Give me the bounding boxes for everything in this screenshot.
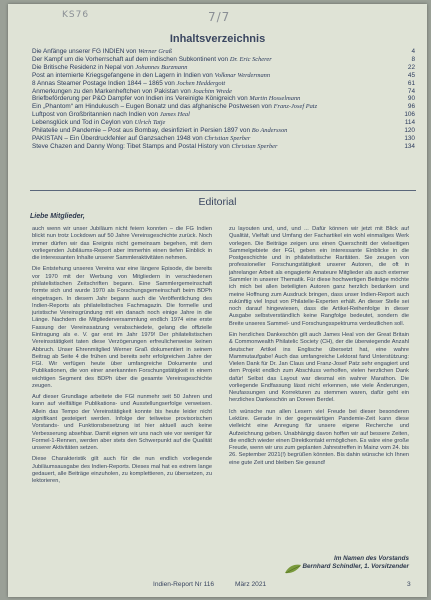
editorial-paragraph: Diese Charakteristik gilt auch für die nun endlich vorliegende Jubiläumsausgabe des Indien-Reports. Dieses mal hat es extrem lange gedauert, alle Beiträge einzuholen, zu komplettieren, zu übersetzen, zu lektorieren, xyxy=(32,456,212,485)
toc-entry-page: 134 xyxy=(404,142,415,150)
toc-entry-page: 96 xyxy=(407,103,415,111)
editorial-paragraph: Die Entstehung unseres Vereins war eine längere Episode, die bereits vor 1970 mit der Werbung von Mitgliedern in verschiedenen philatelistischen Zeitschriften begann. Eine Sammlergemeinschaft formte sich und wurde 1970 als Forschungsgemeinschaft beim BDPh eingetragen. In diesem Jahr begann auch die Veröffentlichung des Indien-Reports als philatelistisches Fachmagazin. Die formelle und juristische Vereinsgründung mit ein danach noch einige Jahre in die Länge. Nachdem die Mitgliederversammlung endlich 1974 eine erste Fassung der Vereinssatzung verabschiedete, gelang die offizielle Eintragung als e. V. gar erst im Jahr 1979! Der philatelistischen Vereinsstätigkeit taten diese Verzögerungen erfreulicherweise keinen Abbruch. Unser Ehrenmitglied Werner Graß dokumentiert in seinem Beitrag ab Seite 4 die frühen und bereits sehr erfolgreichen Jahre der FGI. Wir verfügen heute über umfangreiche Dokumente und Publikationen, die von einer anerkannten Forschungstätigkeit in einem wichtigen Segment des BDPh über die gesamte Vereinsgeschichte zeugen. xyxy=(32,266,212,389)
toc-entry xyxy=(32,48,415,56)
toc-entry xyxy=(32,127,415,135)
toc-entry-page: 45 xyxy=(407,71,415,79)
toc-entry-text: Lebensglück und Tod in Ceylon von xyxy=(32,119,135,127)
footer-date: März 2021 xyxy=(235,581,267,588)
toc-entry-author: Christian Sperber xyxy=(204,134,251,142)
toc-entry-page: 120 xyxy=(404,127,415,135)
toc-entry-text: Post an internierte Kriegsgefangene in den Lagern in Indien von xyxy=(32,71,215,79)
toc-entry xyxy=(32,143,415,151)
toc-entry-title xyxy=(32,119,165,127)
toc-entry-text: Briefbeförderung per P&O Dampfer von Indien ins Vereinigte Königreich von xyxy=(32,95,250,103)
toc-entry-text: Luftpost von Großbritannien nach Indien von xyxy=(32,111,160,119)
toc-entry-author: Franz-Josef Patz xyxy=(273,103,318,111)
toc-entry xyxy=(32,72,415,80)
editorial-paragraph: Auf dieser Grundlage arbeitete die FGI nunmehr seit 50 Jahren und kann auf vielfältige Publikations- und Ausstellungserfolge verweisen. Allein das Tempo der Vereinstätigkeit konnte bis heute leider nicht signifikant gesteigert werden. Infolge der teilweise provisorischen Vorstands- und Funktionsbesetzung ist hier aktuell auch keine Verbesserung absehbar. Damit eignen wir uns nach wie vor weniger für Formel-1-Rennen, werden aber stets den Schwerpunkt auf die Qualität unserer Aktivitäten setzen. xyxy=(32,394,212,452)
pencil-mark-left: KS76 xyxy=(62,10,90,20)
toc-entry-text: 8 Annas Steamer Postage Indien 1844 – 1865 von xyxy=(32,79,177,87)
toc-entry-title xyxy=(32,127,287,135)
toc-entry-title xyxy=(32,111,190,119)
toc-entry xyxy=(32,111,415,119)
toc-entry-text: Philatelie und Pandemie – Post aus Bombay, desinfiziert in Persien 1897 von xyxy=(32,127,252,135)
editorial-paragraph: Ich wünsche nun allen Lesern viel Freude bei dieser besonderen Lektüre. Gerade in der gegenwärtigen Pandemie-Zeit kann diese vielleicht eine Anregung für unsere eigene Recherche und Aufzeichnung geben. Unabhängig davon hoffen wir auf bessere Zeiten, die endlich wieder einen Direktkontakt ermöglichen. Es wäre eine große Freude, wenn wir uns zum geplanten Jahrestreffen in Mainz vom 24. bis 26. September 2021(!) begrüßen könnten. Bis dahin wünsche ich Ihnen eine gute Zeit und bleiben Sie gesund! xyxy=(229,408,409,466)
editorial-title: Editorial xyxy=(198,196,237,208)
pencil-mark-center: 7/7 xyxy=(208,10,231,24)
toc-entry-text: PAKISTAN – Ein Überdruckfehler auf Ganzsachen 1948 von xyxy=(32,134,205,142)
toc-entry-author: Christian Sperber xyxy=(231,142,278,150)
toc-entry xyxy=(32,103,415,111)
toc-entry-title xyxy=(32,48,172,56)
leaf-ornament-icon xyxy=(284,563,302,575)
toc-entry-title xyxy=(32,56,272,64)
document-page xyxy=(8,4,427,597)
signature-line-1: Im Namen des Vorstands xyxy=(333,555,409,562)
editorial-column-left xyxy=(32,226,212,578)
editorial-signature xyxy=(229,555,409,571)
table-of-contents xyxy=(32,48,415,151)
editorial-paragraph: auch wenn wir unser Jubiläum nicht feiern konnten – die FG Indien blickt nun trotz Lockdown auf 50 Jahre Vereinsgeschichte zurück. Noch immer dürfen wir das Ereignis nicht gemeinsam begehen, mit dem vorliegenden Jubiläums-Report aber immerhin einen tiefen Einblick in die interessanten Inhalte unserer Sammleraktivitäten nehmen. xyxy=(32,226,212,262)
toc-entry xyxy=(32,119,415,127)
toc-entry-author: Volkmar Werdermann xyxy=(214,71,271,79)
toc-entry-page: 8 xyxy=(411,55,415,63)
toc-entry-author: Werner Graß xyxy=(138,48,172,55)
toc-entry xyxy=(32,56,415,64)
toc-entry-text: Der Kampf um die Vorherrschaft auf dem indischen Subkontinent von xyxy=(32,55,230,63)
toc-entry-title xyxy=(32,95,300,103)
toc-entry-page: 130 xyxy=(404,134,415,142)
toc-entry-title xyxy=(32,135,250,143)
toc-entry xyxy=(32,88,415,96)
toc-entry-page: 90 xyxy=(407,95,415,103)
toc-entry-author: Bo Andersson xyxy=(251,127,288,135)
editorial-paragraph: Ein herzliches Dankeschön gilt auch James Heal von der Great Britain & Commonwealth Philatelic Society (CH), der die überwiegende Anzahl deutscher Artikel ins Englische übersetzt hat, eine wahre Mammutaufgabe! Auch das umfangreiche Lektorat fand Unterstützung: Vielen Dank für Dr. Jan Claus und Franz-Josef Patz sehr engagiert und dem Projekt endlich zum Abschluss verholfen, vielen herzlichen Dank dafür! Selbst das Layout war diesmal ein wahrer Marathon. Die vorliegende Endfassung lässt nicht erkennen, wie viele Änderungen, Neufassungen und Korrekturen zu stemmen waren, dafür geht ein herzliches Dankeschön an Doreen Berdel. xyxy=(229,331,409,404)
toc-entry-page: 22 xyxy=(407,63,415,71)
toc-entry-page: 106 xyxy=(404,111,415,119)
toc-entry-page: 4 xyxy=(411,48,415,55)
toc-entry-text: Die Britische Residenz in Nepal von xyxy=(32,63,136,71)
toc-entry-title xyxy=(32,88,232,96)
toc-entry xyxy=(32,80,415,88)
toc-entry-text: Ein „Phantom“ am Hindukusch – Eugen Bonatz und das afghanische Postwesen von xyxy=(32,103,274,111)
toc-entry-title xyxy=(32,143,278,151)
toc-entry-author: Jochen Heddergott xyxy=(176,79,226,87)
toc-entry-title xyxy=(32,72,270,80)
toc-entry-title xyxy=(32,64,187,72)
toc-entry xyxy=(32,64,415,72)
toc-entry-title xyxy=(32,103,317,111)
toc-entry-author: Martin Hosselmann xyxy=(249,95,301,103)
toc-entry-page: 74 xyxy=(407,87,415,95)
toc-entry-text: Steve Chazen and Danny Wong: Tibet Stamps and Postal History von xyxy=(32,142,232,150)
toc-entry-author: Ulrich Tatje xyxy=(134,119,166,127)
toc-title: Inhaltsverzeichnis xyxy=(169,33,266,45)
footer-publication: Indien-Report Nr 116 xyxy=(153,581,215,588)
toc-entry-text: Anmerkungen zu den Markenheftchen von Pakistan von xyxy=(32,87,193,95)
editorial-column-right xyxy=(229,226,409,516)
editorial-salutation: Liebe Mitglieder, xyxy=(30,213,85,220)
toc-entry-page: 61 xyxy=(407,79,415,87)
toc-entry-text: Die Anfänge unserer FG INDIEN von xyxy=(32,48,139,55)
toc-entry-author: Dr. Eric Scherer xyxy=(229,55,272,63)
footer-page-number: 3 xyxy=(407,581,411,588)
toc-entry-title xyxy=(32,80,225,88)
editorial-paragraph: zu layouten und, und, und ... Dafür können wir jetzt mit Blick auf Qualität, Vielfalt und Umfang der Fachartikel ein wohl einmaliges Werk vorlegen. Die Beiträge zeigen uns einen Querschnitt der vielseitigen Sammelgebiete der FGI, geben ein interessante Einblicke in die Postgeschichte und in philatelistische Raritäten. Sie zeugen von professioneller Forschungstätigkeit unserer Autoren, die oft in jahrelanger Arbeit als engagierte Amateure Mitglieder als auch externer Sammler in unserer Thematik. Für diese hochwertigen Beiträge möchte ich mich bei allen beteiligten Autoren ganz herzlich bedanken und meine Hoffnung zum Ausdruck bringen, dass unser Indien-Report auch zukünftig viel Input von Philatelie-Experten erhält. An dieser Stelle sei noch darauf hingewiesen, dass die Artikel-Reihenfolge in dieser Ausgabe selbstverständlich keine Rangfolge bedeutet, sondern die Breite unseres Sammel- und Forschungsspektrums verdeutlichen soll. xyxy=(229,226,409,327)
toc-entry xyxy=(32,95,415,103)
toc-entry xyxy=(32,135,415,143)
toc-entry-author: James Heal xyxy=(159,111,190,119)
toc-entry-page: 114 xyxy=(404,119,415,127)
toc-entry-author: Johannes Burzmann xyxy=(135,63,188,71)
divider-line xyxy=(30,190,416,191)
toc-entry-author: Joachim Wrede xyxy=(192,87,232,95)
signature-line-2: Bernhard Schindler, 1. Vorsitzender xyxy=(302,563,409,570)
